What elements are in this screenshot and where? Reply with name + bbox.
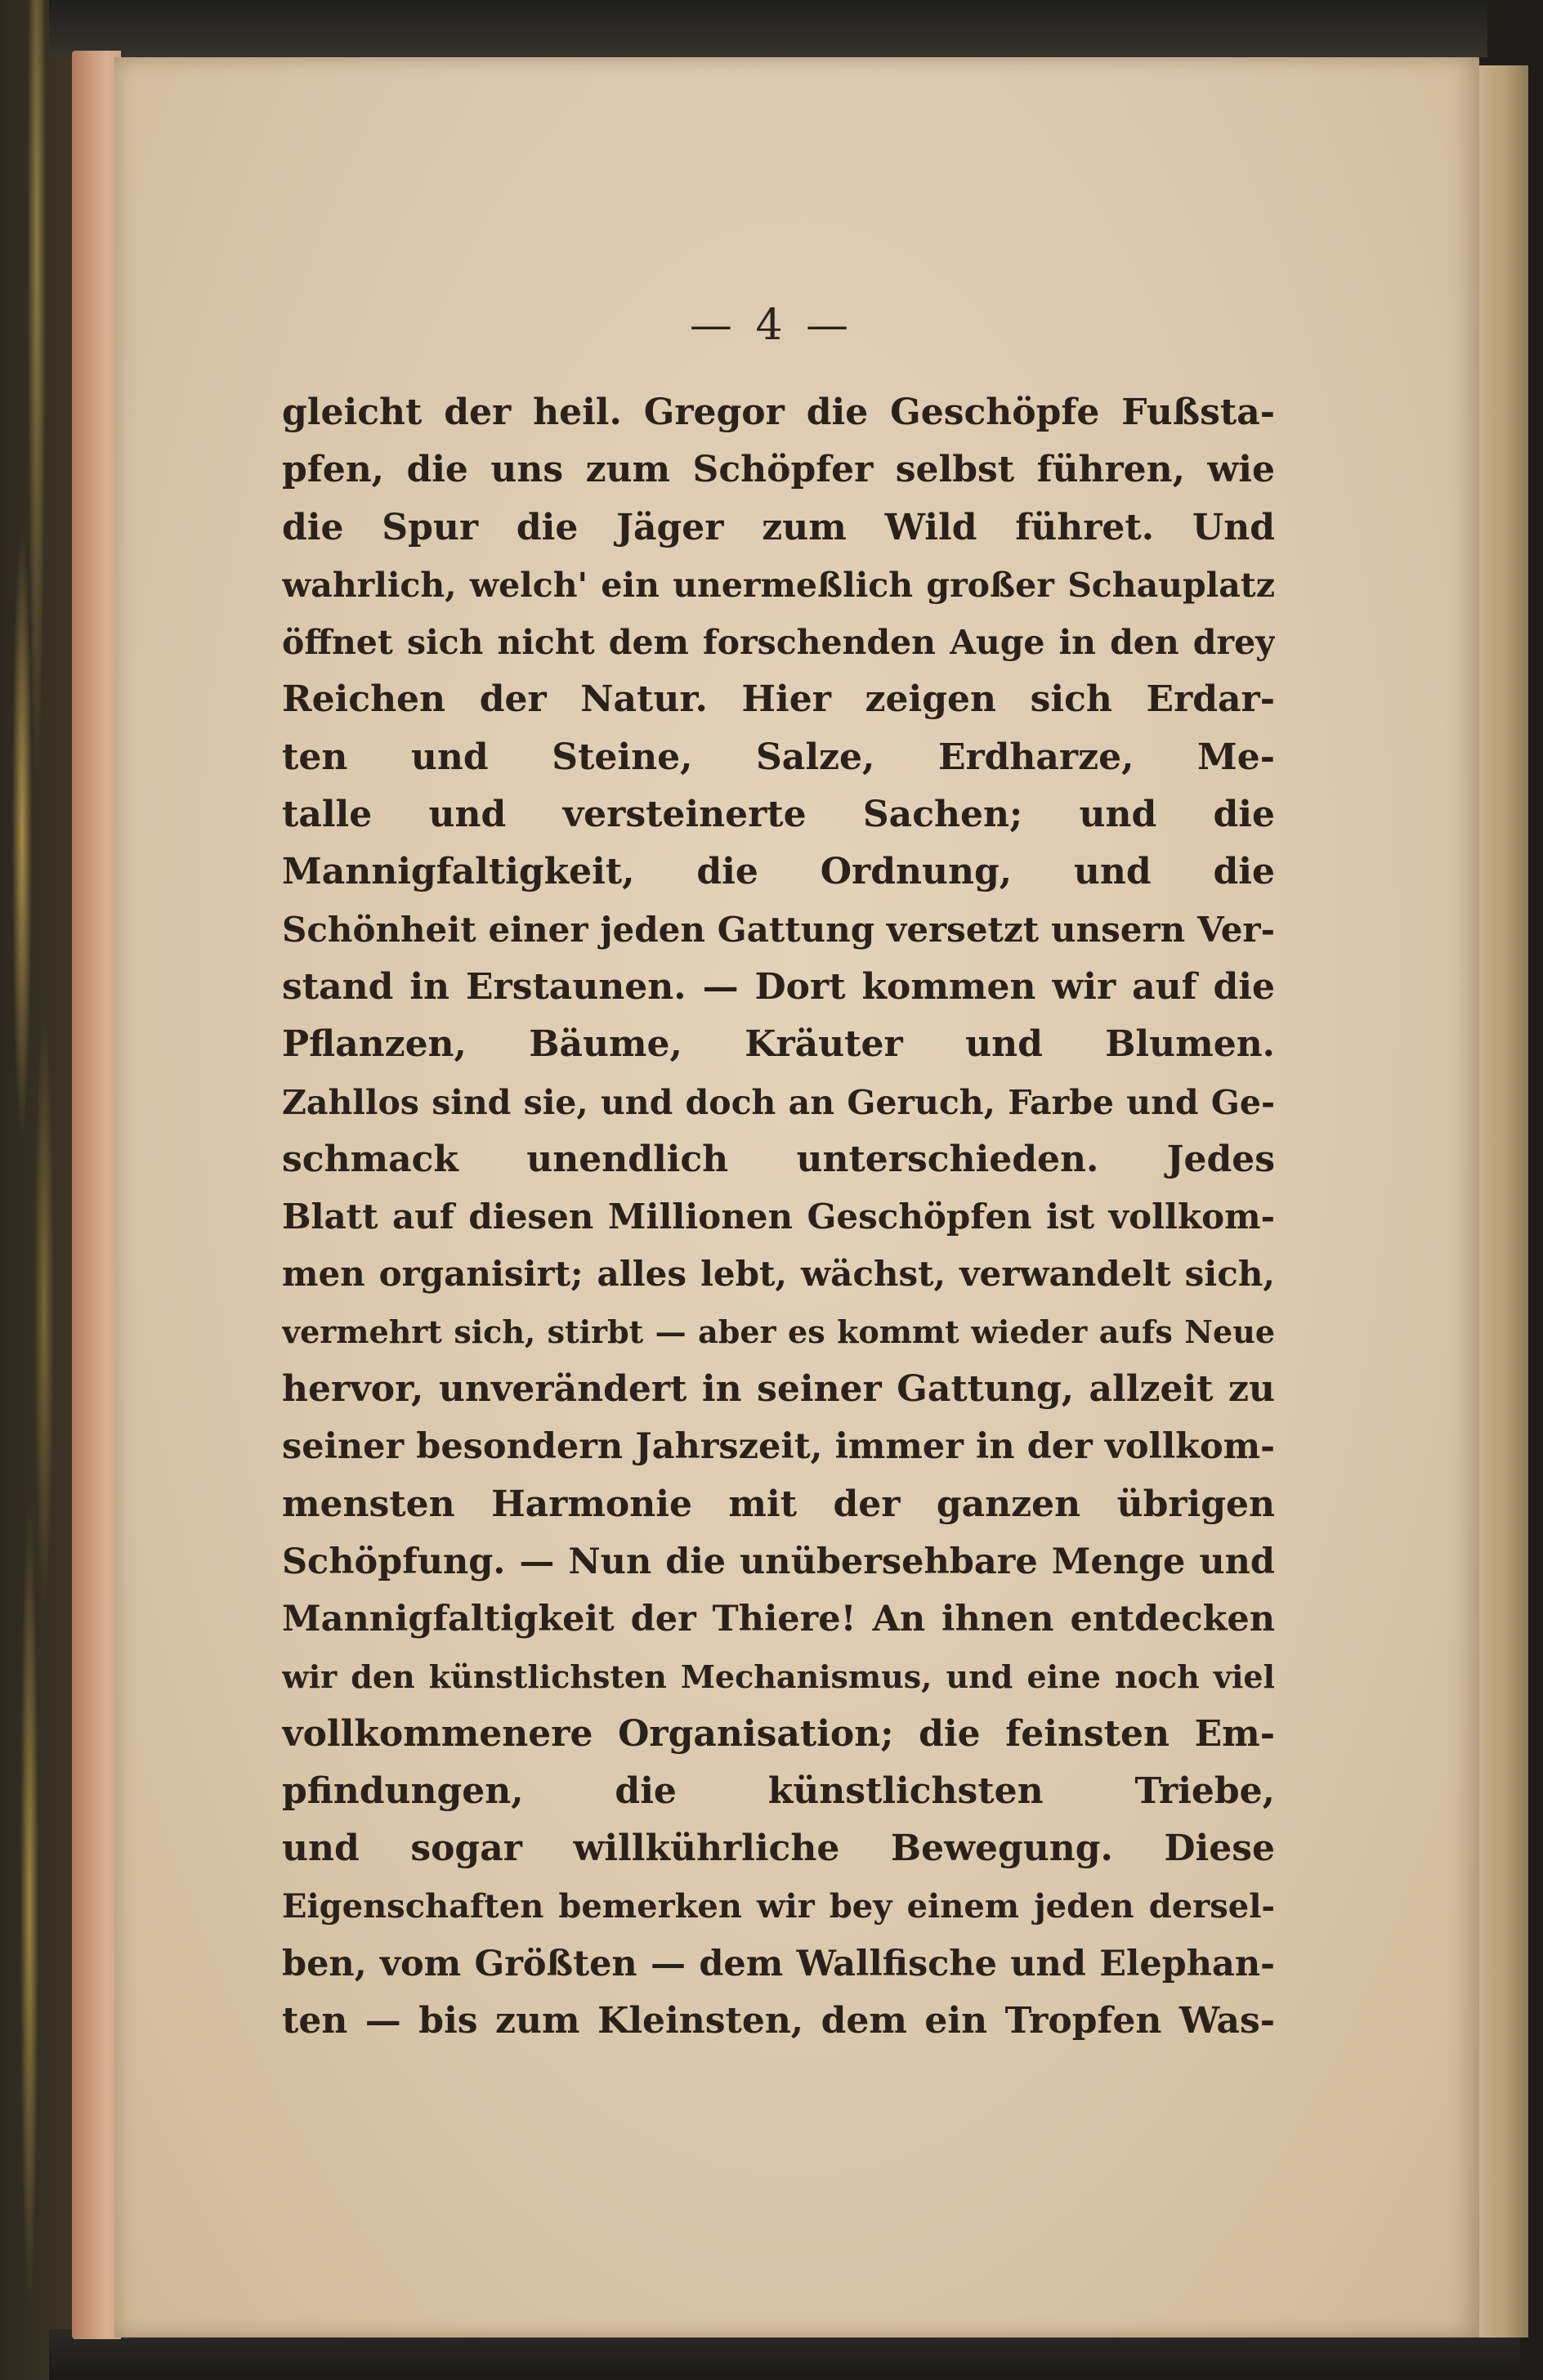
text-line: wahrlich, welch' ein unermeßlich großer Schauplatz (282, 565, 1275, 605)
text-line: stand in Erstaunen. — Dort kommen wir auf die (282, 965, 1275, 1008)
text-line: hervor, unverändert in seiner Gattung, allzeit zu (282, 1368, 1275, 1411)
text-line: Eigenschaften bemerken wir bey einem jeden dersel- (282, 1886, 1275, 1926)
text-line: Blatt auf diesen Millionen Geschöpfen ist vollkom- (282, 1197, 1275, 1237)
facing-page-edge (1479, 65, 1528, 2338)
text-line: vollkommenere Organisation; die feinsten Em- (282, 1712, 1275, 1755)
text-line: seiner besondern Jahrszeit, immer in der vollkom- (282, 1426, 1275, 1468)
text-line: öffnet sich nicht dem forschenden Auge in den drey (282, 623, 1275, 663)
page-number: — 4 — (689, 301, 854, 350)
text-line: ten — bis zum Kleinsten, dem ein Tropfen Was- (282, 2000, 1275, 2042)
text-line: pfindungen, die künstlichsten Triebe, (282, 1770, 1275, 1813)
page-edges (72, 51, 121, 2339)
text-line: Pflanzen, Bäume, Kräuter und Blumen. (282, 1023, 1275, 1066)
text-line: Zahllos sind sie, und doch an Geruch, Farbe und Ge- (282, 1082, 1275, 1122)
text-line: ten und Steine, Salze, Erdharze, Me- (282, 736, 1275, 778)
text-line: ben, vom Größten — dem Wallfische und Elephan- (282, 1944, 1275, 1985)
body-text (282, 384, 1275, 2051)
text-line: talle und versteinerte Sachen; und die (282, 794, 1275, 836)
text-line: pfen, die uns zum Schöpfer selbst führen, wie (282, 449, 1275, 491)
text-line: Schönheit einer jeden Gattung versetzt unsern Ver- (282, 909, 1275, 950)
text-line: mensten Harmonie mit der ganzen übrigen (282, 1483, 1275, 1525)
text-line: gleicht der heil. Gregor die Geschöpfe Fußsta- (282, 391, 1275, 433)
text-line: Mannigfaltigkeit der Thiere! An ihnen entdecken (282, 1599, 1275, 1640)
text-line: wir den künstlichsten Mechanismus, und eine noch viel (282, 1658, 1275, 1695)
text-line: Schöpfung. — Nun die unübersehbare Menge und (282, 1541, 1275, 1582)
text-line: schmack unendlich unterschieden. Jedes (282, 1138, 1275, 1180)
text-line: men organisirt; alles lebt, wächst, verwandelt sich, (282, 1254, 1275, 1295)
book-cover-top (49, 0, 1487, 57)
text-line: vermehrt sich, stirbt — aber es kommt wieder aufs Neue (282, 1313, 1275, 1350)
text-line: Reichen der Natur. Hier zeigen sich Erdar- (282, 678, 1275, 721)
text-line: und sogar willkührliche Bewegung. Diese (282, 1828, 1275, 1870)
marbled-cover (0, 0, 74, 2380)
text-line: Mannigfaltigkeit, die Ordnung, und die (282, 851, 1275, 893)
text-line: die Spur die Jäger zum Wild führet. Und (282, 506, 1275, 548)
